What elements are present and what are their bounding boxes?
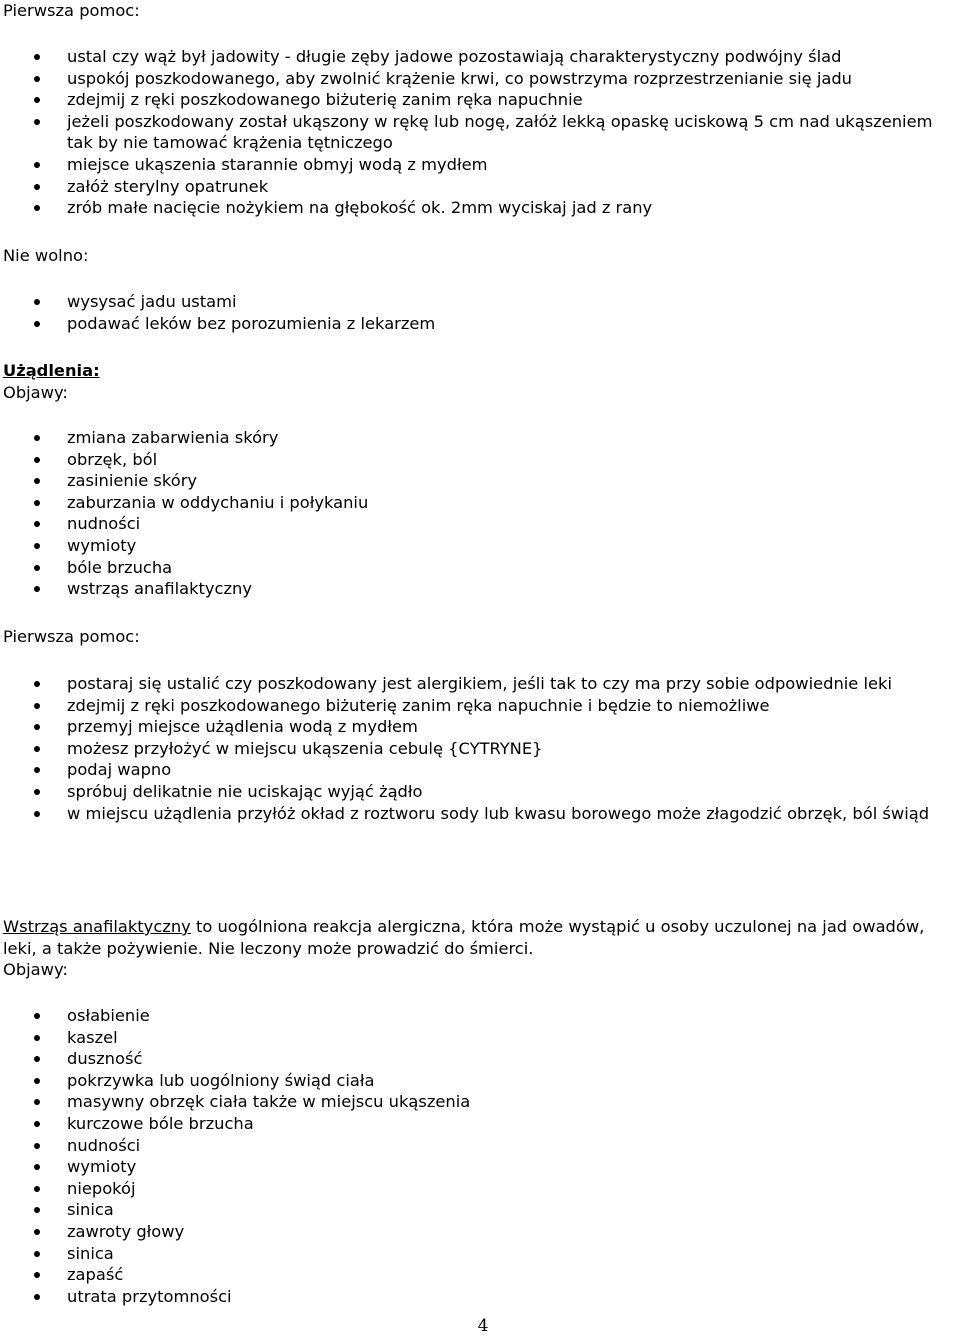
list-item-text: jeżeli poszkodowany został ukąszony w rękę lub nogę, załóż lekką opaskę uciskową 5 cm nad ukąszeniem tak by nie tamować krążenia tętniczego <box>67 111 933 153</box>
bullet-icon <box>34 703 40 709</box>
list-item <box>3 738 960 760</box>
list-item-text: miejsce ukąszenia starannie obmyj wodą z mydłem <box>67 154 488 174</box>
anaphylaxis-term: Wstrząs anafilaktyczny <box>3 917 191 936</box>
list-item-text: wymioty <box>67 1157 137 1177</box>
list-item <box>3 89 960 111</box>
anaphylaxis-definition: to uogólniona reakcja alergiczna, która może wystąpić u osoby uczulonej na jad owadów, leki, a także pożywienie. Nie leczony może prowadzić do śmierci. <box>3 917 925 958</box>
section-heading-symptoms: Objawy: <box>3 383 68 402</box>
list-item-text: wstrząs anafilaktyczny <box>67 579 252 599</box>
list-item <box>3 695 960 717</box>
list-item <box>3 68 960 90</box>
list-item <box>3 1113 960 1135</box>
list-item-text: zdejmij z ręki poszkodowanego biżuterię zanim ręka napuchnie i będzie to niemożliwe <box>67 695 770 715</box>
anaphylaxis-symptoms-list <box>3 1005 960 1307</box>
list-item <box>3 781 960 803</box>
list-item <box>3 291 960 313</box>
list-item <box>3 803 960 825</box>
page-number: 4 <box>477 1316 489 1336</box>
list-item <box>3 557 960 579</box>
list-item <box>3 1091 960 1113</box>
bullet-icon <box>34 1164 40 1170</box>
bullet-icon <box>34 767 40 773</box>
bullet-icon <box>34 205 40 211</box>
bullet-icon <box>34 565 40 571</box>
list-item <box>3 427 960 449</box>
bullet-icon <box>34 97 40 103</box>
list-item <box>3 1156 960 1178</box>
anaphylaxis-paragraph <box>3 916 943 959</box>
list-item <box>3 1027 960 1049</box>
list-item-text: podaj wapno <box>67 760 172 780</box>
bullet-icon <box>34 789 40 795</box>
section-heading-first-aid-2: Pierwsza pomoc: <box>3 627 140 646</box>
list-item-text: kurczowe bóle brzucha <box>67 1113 254 1133</box>
list-item <box>3 1199 960 1221</box>
bullet-icon <box>34 435 40 441</box>
list-item-text: uspokój poszkodowanego, aby zwolnić krążenie krwi, co powstrzyma rozprzestrzenianie się jadu <box>67 68 852 88</box>
bullet-icon <box>34 119 40 125</box>
bullet-icon <box>34 586 40 592</box>
list-item-text: załóż sterylny opatrunek <box>67 176 269 196</box>
bullet-icon <box>34 1207 40 1213</box>
list-item-text: podawać leków bez porozumienia z lekarzem <box>67 313 436 333</box>
list-item <box>3 111 960 154</box>
list-item-text: obrzęk, ból <box>67 449 158 469</box>
list-item-text: kaszel <box>67 1027 118 1047</box>
bullet-icon <box>34 478 40 484</box>
list-item-text: masywny obrzęk ciała także w miejscu ukąszenia <box>67 1092 471 1112</box>
list-item <box>3 46 960 68</box>
bullet-icon <box>34 543 40 549</box>
list-item-text: duszność <box>67 1049 143 1069</box>
list-item <box>3 1264 960 1286</box>
bullet-icon <box>34 1078 40 1084</box>
bullet-icon <box>34 1186 40 1192</box>
list-item <box>3 492 960 514</box>
list-item <box>3 1070 960 1092</box>
bullet-icon <box>34 1013 40 1019</box>
bullet-icon <box>34 681 40 687</box>
bullet-icon <box>34 1229 40 1235</box>
section-heading-symptoms-2: Objawy: <box>3 960 68 979</box>
list-item <box>3 1005 960 1027</box>
list-item <box>3 1135 960 1157</box>
list-item-text: spróbuj delikatnie nie uciskając wyjąć żądło <box>67 781 423 801</box>
bullet-icon <box>34 1056 40 1062</box>
list-item-text: zawroty głowy <box>67 1221 185 1241</box>
bullet-icon <box>34 1099 40 1105</box>
list-item <box>3 313 960 335</box>
list-item <box>3 1286 960 1308</box>
bullet-icon <box>34 1272 40 1278</box>
list-item-text: niepokój <box>67 1178 136 1198</box>
bullet-icon <box>34 1121 40 1127</box>
bullet-icon <box>34 321 40 327</box>
list-item-text: zasinienie skóry <box>67 471 198 491</box>
list-item-text: zdejmij z ręki poszkodowanego biżuterię zanim ręka napuchnie <box>67 90 583 110</box>
list-item-text: utrata przytomności <box>67 1286 232 1306</box>
list-item <box>3 513 960 535</box>
list-item-text: wymioty <box>67 535 137 555</box>
bullet-icon <box>34 746 40 752</box>
list-item-text: zrób małe nacięcie nożykiem na głębokość ok. 2mm wyciskaj jad z rany <box>67 198 653 218</box>
list-item <box>3 1221 960 1243</box>
list-item-text: nudności <box>67 514 141 534</box>
list-item <box>3 535 960 557</box>
bullet-icon <box>34 724 40 730</box>
list-item <box>3 176 960 198</box>
list-item-text: wysysać jadu ustami <box>67 292 237 311</box>
list-item-text: nudności <box>67 1135 141 1155</box>
section-heading-stings: Użądlenia: <box>3 361 100 380</box>
list-item-text: w miejscu użądlenia przyłóż okład z roztworu sody lub kwasu borowego może złagodzić obrzęk, ból świąd <box>67 803 930 823</box>
bullet-icon <box>34 184 40 190</box>
bullet-icon <box>34 1294 40 1300</box>
list-item-text: sinica <box>67 1243 114 1263</box>
list-item <box>3 1178 960 1200</box>
forbidden-list <box>3 291 960 334</box>
list-item <box>3 1243 960 1265</box>
bullet-icon <box>34 162 40 168</box>
list-item <box>3 197 960 219</box>
list-item-text: bóle brzucha <box>67 557 173 577</box>
bullet-icon <box>34 811 40 817</box>
list-item-text: pokrzywka lub uogólniony świąd ciała <box>67 1070 375 1090</box>
bullet-icon <box>34 1143 40 1149</box>
list-item-text: zaburzania w oddychaniu i połykaniu <box>67 492 369 512</box>
sting-symptoms-list <box>3 427 960 600</box>
section-heading-forbidden: Nie wolno: <box>3 246 89 265</box>
list-item-text: zapaść <box>67 1265 124 1285</box>
list-item <box>3 673 960 695</box>
bullet-icon <box>34 299 40 305</box>
list-item-text: osłabienie <box>67 1006 150 1025</box>
snake-first-aid-list <box>3 46 960 219</box>
bullet-icon <box>34 54 40 60</box>
list-item <box>3 759 960 781</box>
list-item-text: zmiana zabarwienia skóry <box>67 428 279 447</box>
bullet-icon <box>34 457 40 463</box>
list-item <box>3 449 960 471</box>
list-item <box>3 716 960 738</box>
bullet-icon <box>34 1035 40 1041</box>
list-item-text: postaraj się ustalić czy poszkodowany jest alergikiem, jeśli tak to czy ma przy sobie odpowiednie leki <box>67 674 892 693</box>
list-item <box>3 578 960 600</box>
list-item <box>3 1048 960 1070</box>
bullet-icon <box>34 521 40 527</box>
bullet-icon <box>34 1251 40 1257</box>
bullet-icon <box>34 76 40 82</box>
list-item <box>3 154 960 176</box>
list-item-text: sinica <box>67 1200 114 1220</box>
list-item-text: ustal czy wąż był jadowity - długie zęby jadowe pozostawiają charakterystyczny podwójny ślad <box>67 47 842 66</box>
bullet-icon <box>34 500 40 506</box>
section-heading-first-aid: Pierwsza pomoc: <box>3 1 140 20</box>
list-item-text: możesz przyłożyć w miejscu ukąszenia cebulę {CYTRYNE} <box>67 738 543 758</box>
list-item <box>3 470 960 492</box>
sting-first-aid-list <box>3 673 960 824</box>
list-item-text: przemyj miejsce użądlenia wodą z mydłem <box>67 717 418 737</box>
